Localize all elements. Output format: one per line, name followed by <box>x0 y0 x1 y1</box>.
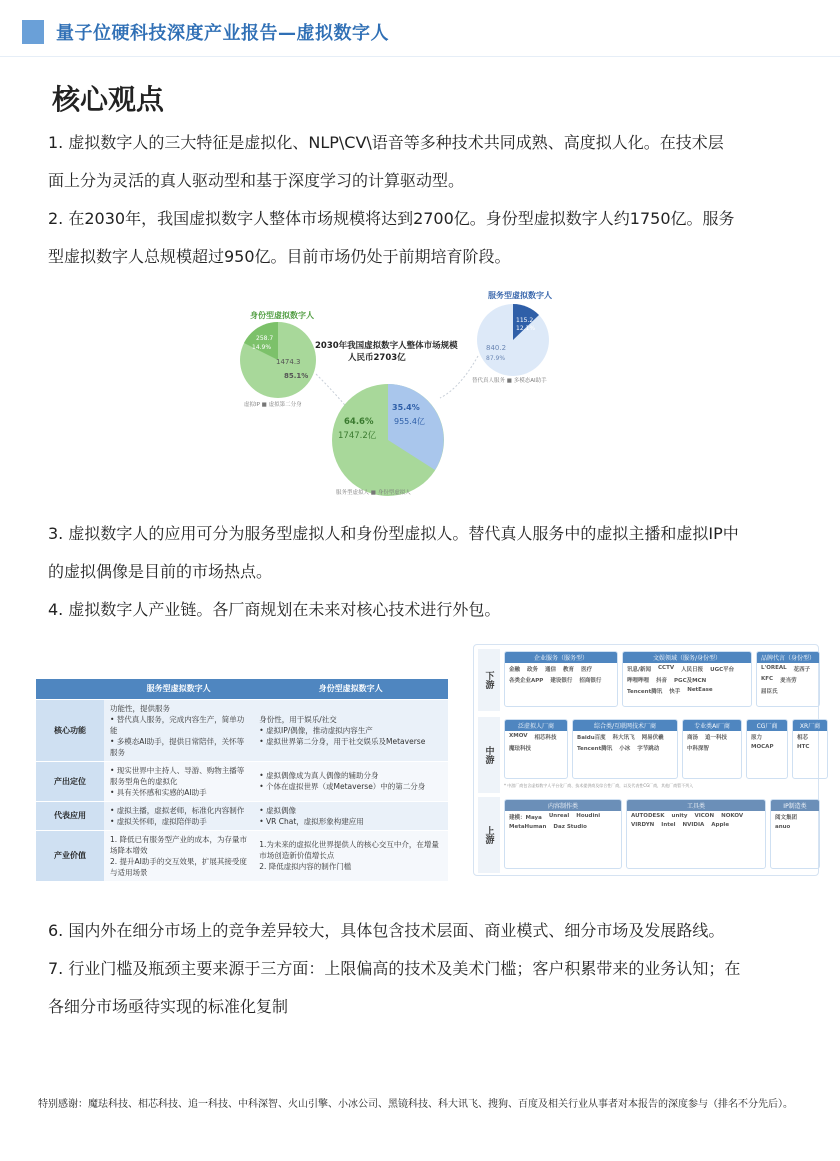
company-logo: 魔珐科技 <box>509 746 532 752</box>
chain-box-title: CG厂商 <box>747 720 787 731</box>
chain-box <box>756 651 820 707</box>
chain-box-body <box>793 731 827 752</box>
company-logo: 招商银行 <box>579 678 602 684</box>
company-logo: 追一科技 <box>705 735 728 741</box>
chain-box <box>504 799 622 869</box>
chain-box <box>792 719 828 779</box>
company-logo: 中科深智 <box>687 746 710 752</box>
point-3-line-2: 的虚拟偶像是目前的市场热点。 <box>48 562 273 581</box>
chain-box <box>572 719 678 779</box>
chain-box-title: 泛虚拟人厂商 <box>505 720 567 731</box>
chain-box-body <box>683 731 741 754</box>
company-logo: Baidu百度 <box>577 735 606 741</box>
downstream-label: 下游 <box>478 649 500 711</box>
chain-box-body <box>627 811 765 830</box>
chain-box <box>504 719 568 779</box>
table-header-service: 服务型虚拟数字人 <box>104 679 253 699</box>
company-logo: 相芯 <box>797 735 809 741</box>
company-logo: NVIDIA <box>682 822 705 828</box>
company-logo: VIRDYN <box>631 822 655 828</box>
chain-box-body <box>573 731 677 754</box>
identity-legend: 虚拟IP ■ 虚拟第二分身 <box>244 402 302 408</box>
chain-box-title: 专业类AI厂商 <box>683 720 741 731</box>
company-logo: Tencent腾讯 <box>627 689 663 695</box>
company-logo: 商汤 <box>687 735 699 741</box>
table-row <box>36 699 448 761</box>
identity-big-pct: 85.1% <box>284 372 309 380</box>
market-size-pie-figure <box>230 278 600 508</box>
table-cell: 1. 降低已有服务型产业的成本，为存量市场降本增效 2. 提升AI助手的交互效果，扩展其接受度与适用场景 <box>104 830 253 881</box>
company-logo: Daz Studio <box>553 824 587 830</box>
company-logo: 阅文集团 <box>775 815 798 821</box>
chain-box-title: 文娱领域（服务/身份型） <box>623 652 751 663</box>
chain-box-title: 内容制作类 <box>505 800 621 811</box>
point-7 <box>48 950 788 1026</box>
company-logo: 屈臣氏 <box>761 689 778 695</box>
service-small-pct: 12.1% <box>516 325 536 332</box>
point-6-line-1: 6. 国内外在细分市场上的竞争差异较大，具体包含技术层面、商业模式、细分市场及发展路线。 <box>48 921 725 940</box>
company-logo: MOCAP <box>751 744 774 750</box>
header-accent-bar <box>22 20 44 44</box>
chain-box-body <box>505 811 621 832</box>
comparison-table <box>36 679 448 881</box>
table-cell: • 虚拟偶像成为真人偶像的辅助分身 • 个体在虚拟世界（或Metaverse）中的第二分身 <box>253 761 448 801</box>
point-1-line-2: 面上分为灵活的真人驱动型和基于深度学习的计算驱动型。 <box>48 171 465 190</box>
midstream-note: * 中游厂商包含虚拟数字人平台化厂商、技术提供商及综合性厂商，以及代表性CG厂商，其他厂商暂不列入 <box>504 783 694 788</box>
total-small-value: 955.4亿 <box>394 417 425 426</box>
company-logo: 人民日报 <box>681 667 704 673</box>
company-logo: 通信 <box>545 667 557 673</box>
industry-chain-diagram <box>473 644 819 876</box>
chain-box-title: 品牌代言（身份型） <box>757 652 819 663</box>
identity-pie-title: 身份型虚拟数字人 <box>250 311 314 320</box>
service-small-value: 115.2 <box>516 317 534 324</box>
company-logo: 花西子 <box>793 667 811 673</box>
table-row-header: 代表应用 <box>36 801 104 830</box>
chain-box-title: 综合类/互联网技术厂商 <box>573 720 677 731</box>
point-1-line-1: 1. 虚拟数字人的三大特征是虚拟化、NLP\CV\语音等多种技术共同成熟、高度拟人化。在技术层 <box>48 133 724 152</box>
company-logo: 麦当劳 <box>780 678 797 684</box>
identity-small-pct: 14.9% <box>252 344 272 351</box>
midstream-label: 中游 <box>478 717 500 793</box>
table-cell: 身份性，用于娱乐/社交 • 虚拟IP/偶像，推动虚拟内容生产 • 虚拟世界第二分身，用于社交娱乐及Metaverse <box>253 699 448 761</box>
chain-box <box>770 799 820 869</box>
company-logo: unity <box>671 813 688 819</box>
service-pie-title: 服务型虚拟数字人 <box>488 291 552 300</box>
company-logo: NOKOV <box>721 813 744 819</box>
company-logo: Apple <box>711 822 730 828</box>
company-logo: 网易伏羲 <box>641 735 664 741</box>
service-legend: 替代真人服务 ■ 多模态AI助手 <box>472 378 547 384</box>
upstream-tier <box>478 797 816 873</box>
downstream-tier <box>478 649 816 711</box>
company-logo: VICON <box>694 813 715 819</box>
point-7-line-2: 各细分市场亟待实现的标准化复制 <box>48 997 289 1016</box>
table-corner <box>36 679 104 699</box>
chain-box-title: IP制造类 <box>771 800 819 811</box>
company-logo: 建模：Maya <box>509 815 542 821</box>
midstream-tier <box>478 717 821 793</box>
section-title: 核心观点 <box>52 83 165 116</box>
table-row <box>36 830 448 881</box>
table-header-identity: 身份型虚拟数字人 <box>253 679 448 699</box>
identity-small-label: 258.7 <box>256 335 274 342</box>
company-logo: Unreal <box>548 813 570 819</box>
table-cell: • 现实世界中主持人、导游、购物主播等服务型角色的虚拟化 • 具有关怀感和实感的AI助手 <box>104 761 253 801</box>
company-logo: 快手 <box>669 689 681 695</box>
point-2 <box>48 200 788 276</box>
page-header <box>0 0 840 62</box>
table-cell: • 虚拟偶像 • VR Chat，虚拟形象构建应用 <box>253 801 448 830</box>
point-4-line-1: 4. 虚拟数字人产业链。各厂商规划在未来对核心技术进行外包。 <box>48 600 501 619</box>
company-logo: KFC <box>761 676 774 682</box>
table-cell: • 虚拟主播，虚拟老师，标准化内容制作 • 虚拟关怀师，虚拟陪伴助手 <box>104 801 253 830</box>
company-logo: CCTV <box>658 665 675 671</box>
company-logo: 教育 <box>563 667 575 673</box>
table-row <box>36 761 448 801</box>
point-2-line-2: 型虚拟数字人总规模超过950亿。目前市场仍处于前期培育阶段。 <box>48 247 511 266</box>
chain-box-title: 企业服务（服务型） <box>505 652 617 663</box>
point-6 <box>48 912 788 950</box>
chain-box <box>682 719 742 779</box>
identity-big-value: 1474.3 <box>276 358 301 366</box>
table-cell: 1.为未来的虚拟化世界提供人的核心交互中介，在增量市场创造新价值增长点 2. 降低虚拟内容的制作门槛 <box>253 830 448 881</box>
company-logo: 各类企业APP <box>509 678 544 684</box>
table-row-header: 产出定位 <box>36 761 104 801</box>
market-size-pies <box>230 278 600 508</box>
company-logo: Houdini <box>576 813 601 819</box>
company-logo: 小冰 <box>619 746 631 752</box>
company-logo: 抖音 <box>656 678 668 684</box>
chain-box <box>504 651 618 707</box>
chain-box-body <box>747 731 787 752</box>
chain-box <box>626 799 766 869</box>
total-big-pct: 64.6% <box>344 417 374 427</box>
total-big-value: 1747.2亿 <box>338 431 377 441</box>
point-3 <box>48 515 788 591</box>
company-logo: Intel <box>661 822 676 828</box>
header-divider <box>0 56 840 57</box>
company-logo: Tencent腾讯 <box>577 746 613 752</box>
chain-box-body <box>757 663 819 697</box>
chain-box-body <box>505 731 567 754</box>
company-logo: 科大讯飞 <box>612 735 635 741</box>
chain-box <box>746 719 788 779</box>
chain-box-title: XR厂商 <box>793 720 827 731</box>
company-logo: XMOV <box>509 733 528 739</box>
chain-box-body <box>771 811 819 832</box>
table-row-header: 产业价值 <box>36 830 104 881</box>
point-1 <box>48 124 788 200</box>
company-logo: 哔哩哔哩 <box>627 678 650 684</box>
upstream-label: 上游 <box>478 797 500 873</box>
center-title-1: 2030年我国虚拟数字人整体市场规模 <box>315 341 458 351</box>
table-row <box>36 801 448 830</box>
chain-box-body <box>505 663 617 686</box>
total-legend: 服务型虚拟人 ■ 身份型虚拟人 <box>336 490 411 496</box>
company-logo: 建设银行 <box>550 678 573 684</box>
company-logo: AUTODESK <box>631 813 665 819</box>
company-logo: 医疗 <box>581 667 593 673</box>
report-title: 量子位硬科技深度产业报告—虚拟数字人 <box>56 23 389 44</box>
company-logo: UGC平台 <box>710 667 735 673</box>
chain-box-title: 工具类 <box>627 800 765 811</box>
company-logo: 原力 <box>751 735 763 741</box>
company-logo: 讯息/新闻 <box>627 667 652 673</box>
point-2-line-1: 2. 在2030年，我国虚拟数字人整体市场规模将达到2700亿。身份型虚拟数字人约1750亿。服务 <box>48 209 735 228</box>
company-logo: NetEase <box>687 687 713 693</box>
point-3-line-1: 3. 虚拟数字人的应用可分为服务型虚拟人和身份型虚拟人。替代真人服务中的虚拟主播和虚拟IP中 <box>48 524 739 543</box>
company-logo: 相芯科技 <box>534 735 557 741</box>
total-small-pct: 35.4% <box>392 403 420 412</box>
company-logo: anuo <box>775 824 791 830</box>
company-logo: 政务 <box>527 667 539 673</box>
service-big-value: 840.2 <box>486 344 507 352</box>
point-7-line-1: 7. 行业门槛及瓶颈主要来源于三方面：上限偏高的技术及美术门槛；客户积累带来的业务认知；在 <box>48 959 741 978</box>
table-row-header: 核心功能 <box>36 699 104 761</box>
company-logo: 金融 <box>509 667 521 673</box>
company-logo: HTC <box>797 744 810 750</box>
company-logo: L'OREAL <box>761 665 787 671</box>
chain-box-body <box>623 663 751 697</box>
point-4 <box>48 591 788 629</box>
service-big-pct: 87.9% <box>486 355 506 362</box>
chain-box <box>622 651 752 707</box>
acknowledgements: 特别感谢：魔珐科技、相芯科技、追一科技、中科深智、火山引擎、小冰公司、黑镜科技、科大讯飞、搜狗、百度及相关行业从事者对本报告的深度参与（排名不分先后）。 <box>38 1099 793 1110</box>
table-cell: 功能性，提供服务 • 替代真人服务，完成内容生产，简单功能 • 多模态AI助手，提供日常陪伴，关怀等服务 <box>104 699 253 761</box>
company-logo: 字节跳动 <box>637 746 660 752</box>
center-title-2: 人民币2703亿 <box>348 353 406 363</box>
company-logo: PGC及MCN <box>674 678 707 684</box>
company-logo: MetaHuman <box>509 824 547 830</box>
